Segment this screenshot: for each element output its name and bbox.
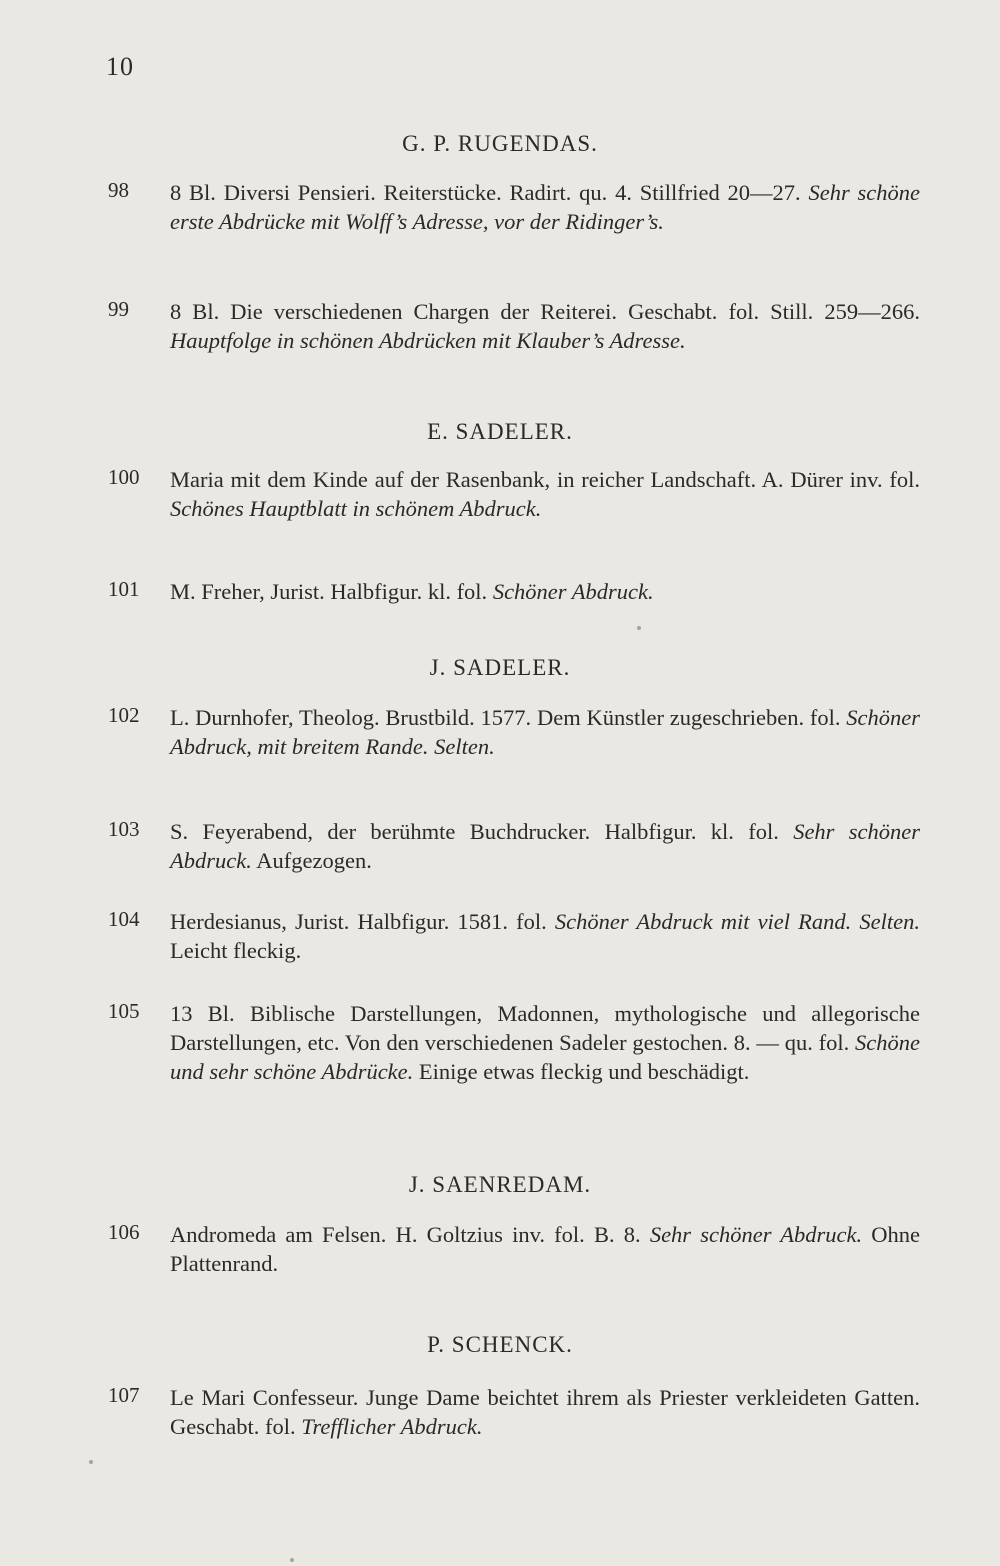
entry-text <box>170 1220 920 1278</box>
entry-text <box>170 178 920 236</box>
entry-segment-italic: Sehr schöne erste Abdrücke mit Wolff’s Adresse, vor der Ridinger’s. <box>170 180 920 234</box>
page-number: 10 <box>106 52 134 81</box>
entry-number: 104 <box>108 907 140 931</box>
catalogue-entry-107 <box>108 1383 920 1441</box>
entry-text <box>170 297 920 355</box>
entry-segment: Leicht fleckig. <box>170 938 302 963</box>
entry-segment: Ohne Plattenrand. <box>170 1222 921 1276</box>
entry-segment-italic: Sehr schöner Abdruck. <box>170 819 920 873</box>
entry-segment: L. Durnhofer, Theolog. Brustbild. 1577. Dem Künstler zugeschrieben. fol. <box>170 705 847 730</box>
entry-segment-italic: Trefflicher Abdruck. <box>301 1414 483 1439</box>
entry-number: 98 <box>108 178 129 202</box>
entry-number: 99 <box>108 297 129 321</box>
paper-speck <box>89 1460 93 1464</box>
section-heading-schenck: P. SCHENCK. <box>427 1332 573 1357</box>
entry-number: 107 <box>108 1383 140 1407</box>
entry-segment: Andromeda am Felsen. H. Goltzius inv. fol. B. 8. <box>170 1222 650 1247</box>
entry-text <box>170 703 920 761</box>
entry-number: 103 <box>108 817 140 841</box>
paper-speck <box>290 1558 294 1562</box>
catalogue-entry-100 <box>108 465 920 523</box>
entry-segment: Herdesianus, Jurist. Halbfigur. 1581. fol. <box>170 909 555 934</box>
entry-text <box>170 1383 920 1441</box>
entry-text <box>170 999 920 1086</box>
catalogue-entry-104 <box>108 907 920 965</box>
catalogue-entry-98 <box>108 178 920 236</box>
entry-segment-italic: Schöner Abdruck mit viel Rand. Selten. <box>554 909 920 934</box>
entry-segment-italic: Hauptfolge in schönen Abdrücken mit Klauber’s Adresse. <box>170 328 686 353</box>
entry-number: 105 <box>108 999 140 1023</box>
section-heading-e-sadeler: E. SADELER. <box>427 419 573 444</box>
entry-segment: Maria mit dem Kinde auf der Rasenbank, in reicher Landschaft. A. Dürer inv. fol. <box>170 467 920 492</box>
catalogue-entry-106 <box>108 1220 920 1278</box>
entry-segment-italic: Schönes Hauptblatt in schönem Abdruck. <box>170 496 542 521</box>
entry-segment-italic: Schöner Abdruck. <box>492 579 654 604</box>
entry-segment: Le Mari Confesseur. Junge Dame beichtet ihrem als Priester verkleideten Gatten. Geschabt. fol. <box>170 1385 920 1439</box>
entry-text <box>170 465 920 523</box>
entry-segment: 8 Bl. Die verschiedenen Chargen der Reiterei. Geschabt. fol. Still. 259—266. <box>170 299 920 324</box>
entry-number: 106 <box>108 1220 140 1244</box>
entry-text <box>170 817 920 875</box>
entry-number: 102 <box>108 703 140 727</box>
entry-text <box>170 577 920 606</box>
entry-segment: M. Freher, Jurist. Halbfigur. kl. fol. <box>170 579 493 604</box>
entry-segment-italic: Schöner Abdruck, mit breitem Rande. Selten. <box>170 705 920 759</box>
catalogue-entry-102 <box>108 703 920 761</box>
paper-speck <box>637 626 641 630</box>
entry-segment-italic: Sehr schöner Abdruck. <box>649 1222 863 1247</box>
entry-number: 100 <box>108 465 140 489</box>
catalogue-entry-101 <box>108 577 920 606</box>
catalogue-entry-99 <box>108 297 920 355</box>
entry-segment: Aufgezogen. <box>251 848 372 873</box>
catalogue-entry-105 <box>108 999 920 1086</box>
entry-segment: S. Feyerabend, der berühmte Buchdrucker. Halbfigur. kl. fol. <box>170 819 794 844</box>
entry-segment-italic: Schöne und sehr schöne Abdrücke. <box>170 1030 920 1084</box>
section-heading-rugendas: G. P. RUGENDAS. <box>402 131 598 156</box>
entry-segment: Einige etwas fleckig und beschädigt. <box>413 1059 750 1084</box>
section-heading-j-sadeler: J. SADELER. <box>429 655 571 680</box>
section-heading-saenredam: J. SAENREDAM. <box>408 1172 592 1197</box>
entry-text <box>170 907 920 965</box>
entry-number: 101 <box>108 577 140 601</box>
catalogue-entry-103 <box>108 817 920 875</box>
entry-segment: 8 Bl. Diversi Pensieri. Reiterstücke. Radirt. qu. 4. Stillfried 20—27. <box>170 180 809 205</box>
entry-segment: 13 Bl. Biblische Darstellungen, Madonnen, mythologische und allegorische Darstellungen, etc. Von den verschiedenen Sadeler gestochen. 8. — qu. fol. <box>170 1001 920 1055</box>
